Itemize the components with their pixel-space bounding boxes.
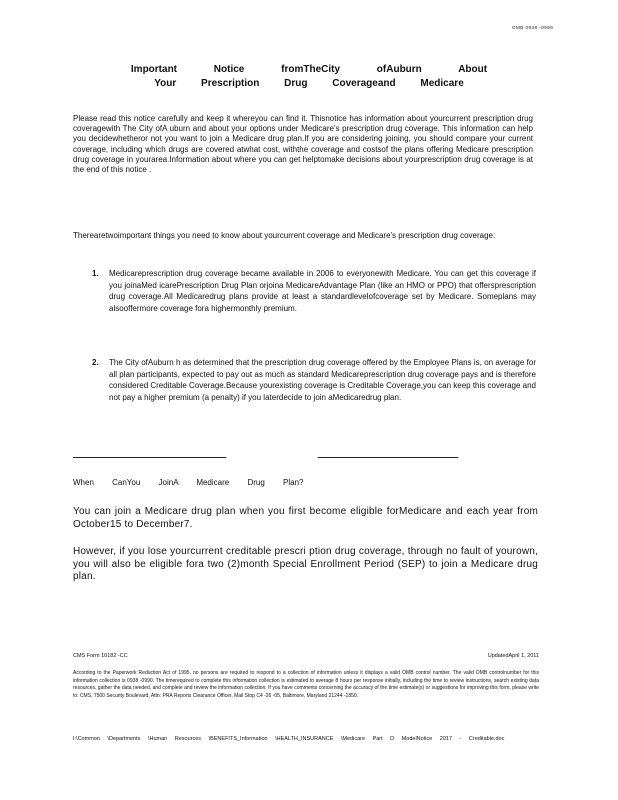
notice-title-line1: Important Notice fromTheCity ofAuburn About <box>130 64 488 75</box>
divider-right <box>318 457 458 458</box>
notice-title-line2: Your Prescription Drug Coverageand Medicare <box>154 78 464 89</box>
list-number: 2. <box>92 358 99 367</box>
footer-meta <box>73 653 539 659</box>
intro-paragraph: Please read this notice carefully and keep it whereyou can find it. Thisnotice has information about yourcurrent prescription drug coveragewith The City ofA uburn and about your options under Medicare's prescription drug coverage. This information can help you decidewhetheror not you want to join a Medicare drug plan.If you are considering joining, you should compare your current coverage, including which drugs are covered atwhat cost, withthe coverage and costsof the plans offering Medicare prescription drug coverage in yourarea.Information about where you can get helptomake decisions about yourprescription drug coverage is at the end of this notice . <box>73 114 533 175</box>
key-points-intro: Therearetwoimportant things you need to know about yourcurrent coverage and Medicare's prescription drug coverage: <box>73 231 496 240</box>
key-point-2 <box>92 357 536 410</box>
key-point-1 <box>92 268 536 321</box>
list-item-text: Medicareprescription drug coverage became available in 2006 to everyonewith Medicare. You can get this coverage if you joinaMed icarePrescription Drug Plan orjoina MedicareAdvantage Plan (like an HMO or PPO) that offersprescription drug coverage.All Medicaredrug plans provide at least a standardlevelofcoverage set by Medicare. Someplans may alsooffermore coverage fora highermonthly premium. <box>109 269 536 313</box>
file-path: I:\Common \Departments \Human Resources \BENEFITS_Information \HEALTH_INSURANCE \Medicare Part D ModelNotice 2017 - Creditable.doc <box>73 736 505 742</box>
list-number: 1. <box>92 269 99 278</box>
divider-left <box>73 457 226 458</box>
enrollment-paragraph: You can join a Medicare drug plan when you first become eligible forMedicare and each year from October15 to December7. <box>73 506 538 530</box>
omb-number: OMB 0938 -0990 <box>512 25 554 30</box>
section-heading: When CanYou JoinA Medicare Drug Plan? <box>73 478 304 487</box>
sep-paragraph: However, if you lose yourcurrent creditable prescri ption drug coverage, through no fault of yourown, you will also be eligible fora two (2)month Special Enrollment Period (SEP) to join a Medicare drug plan. <box>73 546 538 582</box>
updated-date: UpdatedApril 1, 2011 <box>487 653 539 659</box>
list-item-text: The City ofAuburn h as determined that the prescription drug coverage offered by the Employee Plans is, on average for all plan participants, expected to pay out as much as standard Medicareprescription drug coverage pays and is therefore considered Creditable Coverage.Because yourexisting coverage is Creditable Coverage,you can keep this coverage and not pay a higher premium (a penalty) if you laterdecide to join aMedicaredrug plan. <box>109 358 536 402</box>
paperwork-reduction-notice: According to the Paperwork Reduction Act of 1995, no persons are required to respond to a collection of information unless it displays a valid OMB control number. The valid OMB controlnumber for this information collection is 0938 -0990. The timerequired to complete this information collection is estimated to average 8 hours per response initially, including the time to review instructions, search existing data resources, gather the data needed, and complete and review the information collection. If you have comments concerning the accuracy of the time estimate(s) or suggestions for improving this form, please write to: CMS, 7500 Security Boulevard, Attn: PRA Reports Clearance Officer, Mail Stop C4 -26 -05, Baltimore, Maryland 21244 -1850. <box>73 670 539 699</box>
form-label: CMS Form 10182 -CC <box>73 653 128 659</box>
